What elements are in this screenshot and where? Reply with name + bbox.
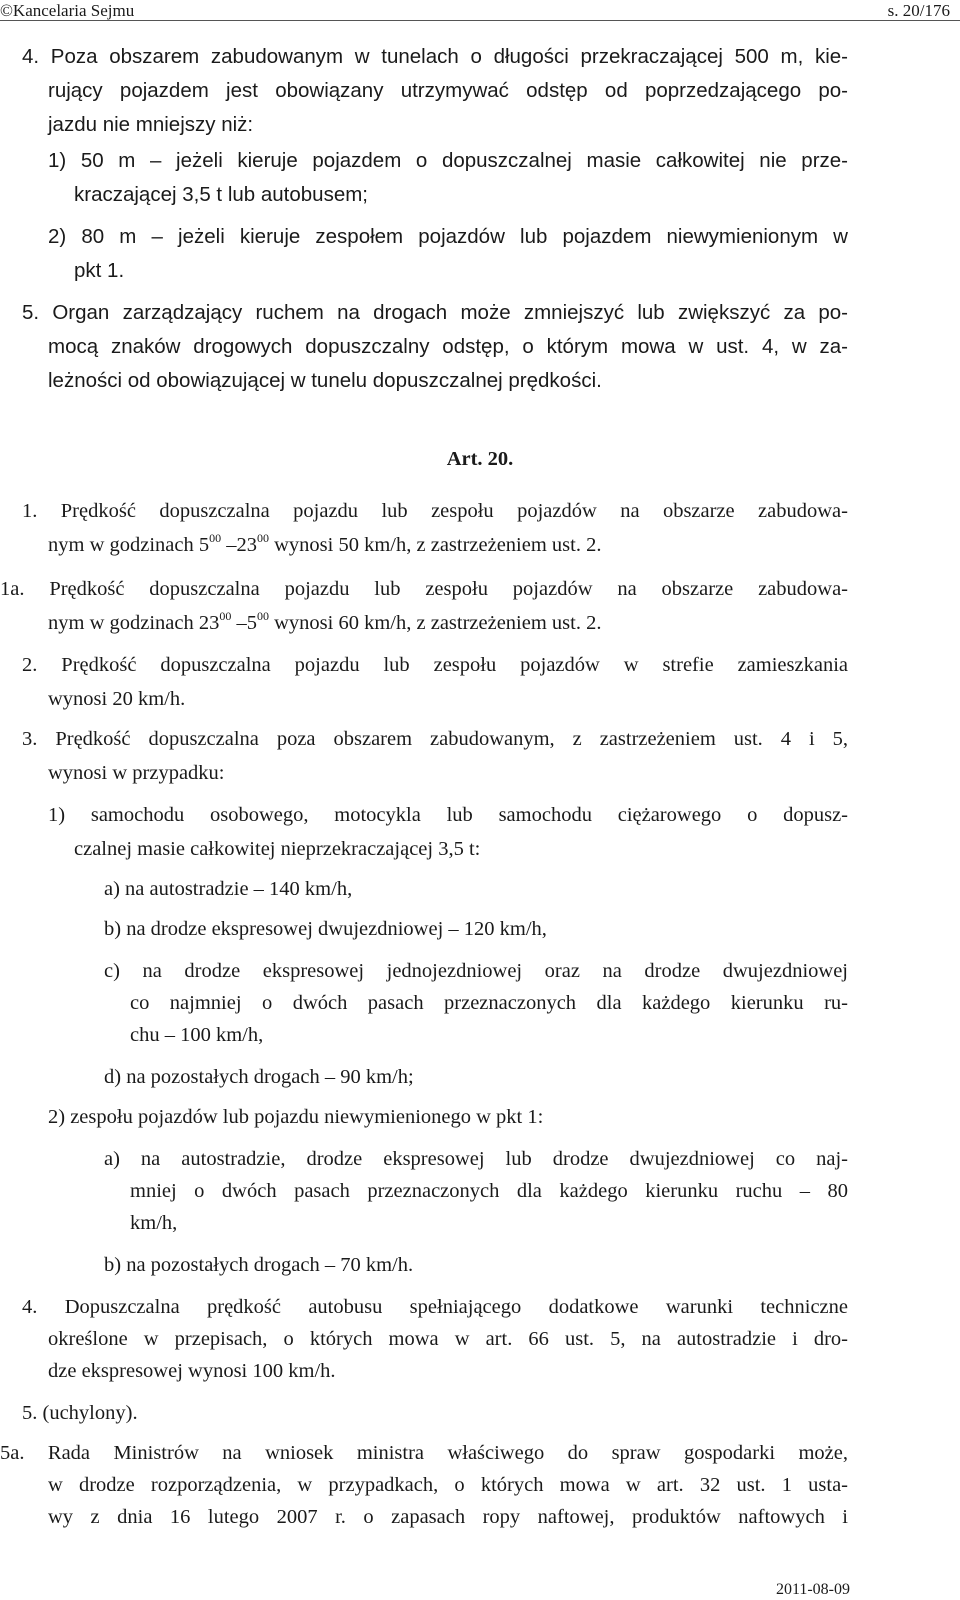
header-divider: [0, 20, 960, 21]
text-line: rujący pojazdem jest obowiązany utrzymywać odstęp od poprzedzającego po-: [48, 79, 848, 102]
text-line: 5. Organ zarządzający ruchem na drogach może zmniejszyć lub zwiększyć za po-: [22, 301, 848, 324]
text-line: leżności od obowiązującej w tunelu dopuszczalnej prędkości.: [48, 369, 602, 392]
text-line: określone w przepisach, o których mowa w art. 66 ust. 5, na autostradzie i dro-: [48, 1328, 848, 1350]
text-line: 4. Dopuszczalna prędkość autobusu spełniającego dodatkowe warunki techniczne: [22, 1296, 848, 1318]
text-line: czalnej masie całkowitej nieprzekraczającej 3,5 t:: [74, 838, 481, 860]
text-line: 1) samochodu osobowego, motocykla lub samochodu ciężarowego o dopusz-: [48, 804, 848, 826]
text-line: jazdu nie mniejszy niż:: [48, 113, 254, 136]
text-line: mniej o dwóch pasach przeznaczonych dla każdego kierunku ruchu – 80: [130, 1180, 848, 1202]
text-line: 1a. Prędkość dopuszczalna pojazdu lub zespołu pojazdów na obszarze zabudowa-: [0, 578, 848, 600]
page-header: [0, 0, 960, 22]
header-page-number: s. 20/176: [887, 1, 950, 20]
text-line: a) na autostradzie, drodze ekspresowej lub drodze dwujezdniowej co naj-: [104, 1148, 848, 1170]
text-line: 2) zespołu pojazdów lub pojazdu niewymienionego w pkt 1:: [48, 1106, 544, 1128]
text-line: pkt 1.: [74, 259, 125, 282]
article-heading: Art. 20.: [446, 448, 514, 470]
text-line: d) na pozostałych drogach – 90 km/h;: [104, 1066, 414, 1088]
text-line: 4. Poza obszarem zabudowanym w tunelach o długości przekraczającej 500 m, kie-: [22, 45, 848, 68]
text-line: km/h,: [130, 1212, 178, 1234]
text-line: mocą znaków drogowych dopuszczalny odstęp, o którym mowa w ust. 4, w za-: [48, 335, 848, 358]
text-line: kraczającej 3,5 t lub autobusem;: [74, 183, 368, 206]
text-line: 2) 80 m – jeżeli kieruje zespołem pojazdów lub pojazdem niewymienionym w: [48, 225, 848, 248]
text-line: b) na pozostałych drogach – 70 km/h.: [104, 1254, 414, 1276]
text-line: 5a. Rada Ministrów na wniosek ministra właściwego do spraw gospodarki może,: [0, 1442, 848, 1464]
text-line: 3. Prędkość dopuszczalna poza obszarem zabudowanym, z zastrzeżeniem ust. 4 i 5,: [22, 728, 848, 750]
text-line-superscript: nym w godzinach $5^{00}$ $-23^{00}$ wynosi 50 km/h, z zastrzeżeniem ust. 2.: [48, 531, 602, 556]
text-line-superscript: nym w godzinach $23^{00}$ $-5^{00}$ wynosi 60 km/h, z zastrzeżeniem ust. 2.: [48, 609, 602, 634]
text-line: 1) 50 m – jeżeli kieruje pojazdem o dopuszczalnej masie całkowitej nie prze-: [48, 149, 848, 172]
text-line: wy z dnia 16 lutego 2007 r. o zapasach ropy naftowej, produktów naftowych i: [48, 1506, 848, 1528]
header-copyright: ©Kancelaria Sejmu: [0, 1, 135, 20]
text-line: 5. (uchylony).: [22, 1402, 138, 1424]
text-line: 1. Prędkość dopuszczalna pojazdu lub zespołu pojazdów na obszarze zabudowa-: [22, 500, 848, 522]
footer-date: 2011-08-09: [775, 1581, 850, 1598]
text-line: co najmniej o dwóch pasach przeznaczonych dla każdego kierunku ru-: [130, 992, 848, 1014]
text-line: b) na drodze ekspresowej dwujezdniowej – 120 km/h,: [104, 918, 547, 940]
text-line: c) na drodze ekspresowej jednojezdniowej oraz na drodze dwujezdniowej: [104, 960, 848, 982]
text-line: dze ekspresowej wynosi 100 km/h.: [48, 1360, 336, 1382]
text-line: chu – 100 km/h,: [130, 1024, 264, 1046]
text-line: a) na autostradzie – 140 km/h,: [104, 878, 353, 900]
text-line: w drodze rozporządzenia, w przypadkach, o których mowa w art. 32 ust. 1 usta-: [48, 1474, 848, 1496]
text-line: wynosi 20 km/h.: [48, 688, 186, 710]
text-line: wynosi w przypadku:: [48, 762, 225, 784]
text-line: 2. Prędkość dopuszczalna pojazdu lub zespołu pojazdów w strefie zamieszkania: [22, 654, 848, 676]
